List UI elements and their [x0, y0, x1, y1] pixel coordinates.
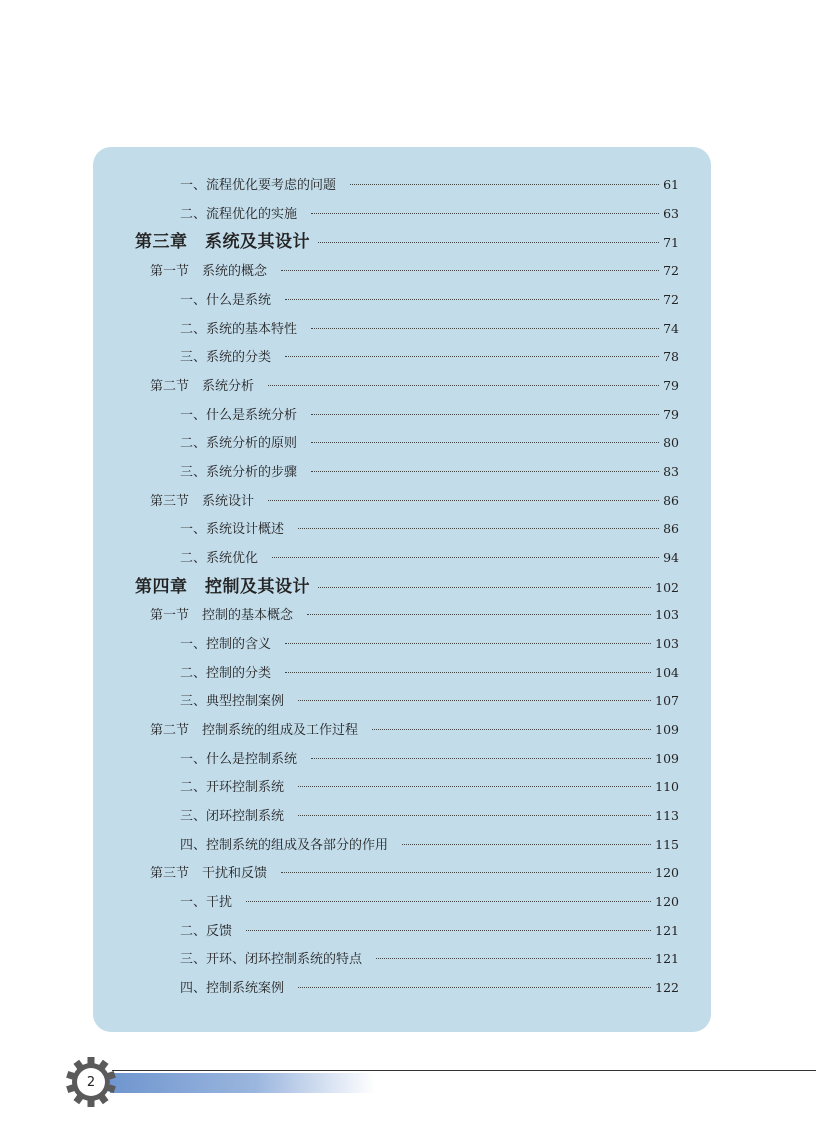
toc-page-number: 71 — [663, 235, 679, 250]
toc-entry-row — [180, 320, 679, 338]
toc-label: 三、典型控制案例 — [180, 694, 285, 709]
toc-entry-row — [180, 979, 679, 997]
toc-page-number: 78 — [663, 349, 679, 364]
toc-page-number: 107 — [655, 693, 679, 708]
toc-entry-row — [180, 692, 679, 710]
dot-leader — [298, 699, 651, 701]
toc-page-number: 80 — [663, 435, 679, 450]
toc-label: 第三节 干扰和反馈 — [150, 866, 268, 881]
toc-chapter-row — [135, 231, 679, 253]
toc-label: 第四章 控制及其设计 — [135, 577, 310, 597]
dot-leader — [318, 586, 651, 588]
toc-entry-row — [180, 291, 679, 309]
toc-label: 一、流程优化要考虑的问题 — [180, 178, 337, 193]
toc-label: 二、控制的分类 — [180, 666, 272, 681]
toc-page-number: 63 — [663, 206, 679, 221]
toc-label: 二、系统的基本特性 — [180, 322, 298, 337]
dot-leader — [311, 470, 659, 472]
toc-label: 一、系统设计概述 — [180, 522, 285, 537]
toc-page-number: 115 — [655, 837, 679, 852]
dot-leader — [285, 298, 659, 300]
toc-page-number: 79 — [663, 378, 679, 393]
dot-leader — [281, 269, 659, 271]
toc-page-number: 104 — [655, 665, 679, 680]
toc-label: 第二节 控制系统的组成及工作过程 — [150, 723, 359, 738]
toc-entry-row — [180, 463, 679, 481]
toc-label: 四、控制系统的组成及各部分的作用 — [180, 838, 389, 853]
page-number: 2 — [86, 1074, 96, 1090]
dot-leader — [307, 613, 651, 615]
dot-leader — [272, 556, 659, 558]
toc-entry-row — [180, 950, 679, 968]
dot-leader — [298, 527, 659, 529]
toc-label: 三、系统的分类 — [180, 350, 272, 365]
dot-leader — [268, 384, 659, 386]
dot-leader — [311, 413, 659, 415]
toc-section-row — [150, 721, 679, 739]
toc-page-number: 110 — [655, 779, 679, 794]
toc-page-number: 113 — [655, 808, 679, 823]
dot-leader — [311, 212, 659, 214]
dot-leader — [298, 814, 651, 816]
toc-section-row — [150, 262, 679, 280]
dot-leader — [246, 900, 651, 902]
dot-leader — [298, 986, 651, 988]
toc-section-row — [150, 377, 679, 395]
toc-label: 二、系统分析的原则 — [180, 436, 298, 451]
dot-leader — [285, 642, 651, 644]
toc-section-row — [150, 864, 679, 882]
toc-entry-row — [180, 893, 679, 911]
dot-leader — [311, 757, 651, 759]
toc-label: 第三章 系统及其设计 — [135, 232, 310, 252]
footer-rule — [112, 1070, 816, 1071]
toc-label: 二、开环控制系统 — [180, 780, 285, 795]
toc-label: 第一节 控制的基本概念 — [150, 608, 294, 623]
toc-label: 三、开环、闭环控制系统的特点 — [180, 952, 363, 967]
toc-entry-row — [180, 205, 679, 223]
toc-entry-row — [180, 778, 679, 796]
toc-page-number: 79 — [663, 407, 679, 422]
dot-leader — [350, 183, 659, 185]
dot-leader — [285, 355, 659, 357]
toc-page-number: 86 — [663, 521, 679, 536]
dot-leader — [268, 499, 659, 501]
toc-page-number: 72 — [663, 263, 679, 278]
toc-entry-row — [180, 922, 679, 940]
toc-page-number: 103 — [655, 607, 679, 622]
dot-leader — [311, 441, 659, 443]
dot-leader — [372, 728, 651, 730]
toc-entry-row — [180, 807, 679, 825]
toc-page-number: 121 — [655, 951, 679, 966]
dot-leader — [298, 785, 651, 787]
toc-page-number: 103 — [655, 636, 679, 651]
toc-entry-row — [180, 664, 679, 682]
toc-section-row — [150, 492, 679, 510]
toc-entry-row — [180, 406, 679, 424]
toc-label: 一、控制的含义 — [180, 637, 272, 652]
footer-gradient-bar — [110, 1073, 375, 1093]
toc-label: 一、什么是控制系统 — [180, 752, 298, 767]
toc-chapter-row — [135, 576, 679, 598]
toc-entry-row — [180, 176, 679, 194]
toc-label: 第二节 系统分析 — [150, 379, 255, 394]
dot-leader — [376, 957, 651, 959]
toc-page-number: 120 — [655, 865, 679, 880]
toc-page-number: 83 — [663, 464, 679, 479]
toc-label: 第三节 系统设计 — [150, 494, 255, 509]
toc-entry-row — [180, 836, 679, 854]
dot-leader — [402, 843, 651, 845]
toc-entry-row — [180, 750, 679, 768]
toc-entry-row — [180, 520, 679, 538]
toc-page-number: 94 — [663, 550, 679, 565]
toc-page-number: 121 — [655, 923, 679, 938]
toc-label: 二、反馈 — [180, 924, 233, 939]
toc-page-number: 61 — [663, 177, 679, 192]
toc-label: 一、什么是系统分析 — [180, 408, 298, 423]
toc-entry-row — [180, 434, 679, 452]
toc-page-number: 102 — [655, 580, 679, 595]
toc-label: 第一节 系统的概念 — [150, 264, 268, 279]
dot-leader — [311, 327, 659, 329]
toc-page-number: 74 — [663, 321, 679, 336]
toc-page-number: 109 — [655, 751, 679, 766]
toc-label: 一、什么是系统 — [180, 293, 272, 308]
toc-label: 四、控制系统案例 — [180, 981, 285, 996]
dot-leader — [285, 671, 651, 673]
toc-page-number: 120 — [655, 894, 679, 909]
toc-page-number: 122 — [655, 980, 679, 995]
toc-section-row — [150, 606, 679, 624]
toc-label: 三、系统分析的步骤 — [180, 465, 298, 480]
toc-label: 二、流程优化的实施 — [180, 207, 298, 222]
toc-label: 二、系统优化 — [180, 551, 259, 566]
toc-page-number: 72 — [663, 292, 679, 307]
dot-leader — [246, 929, 651, 931]
dot-leader — [281, 871, 651, 873]
toc-label: 三、闭环控制系统 — [180, 809, 285, 824]
toc-page-number: 86 — [663, 493, 679, 508]
toc-entry-row — [180, 549, 679, 567]
toc-page-number: 109 — [655, 722, 679, 737]
toc-entry-row — [180, 635, 679, 653]
dot-leader — [318, 241, 659, 243]
toc-label: 一、干扰 — [180, 895, 233, 910]
toc-entry-row — [180, 348, 679, 366]
